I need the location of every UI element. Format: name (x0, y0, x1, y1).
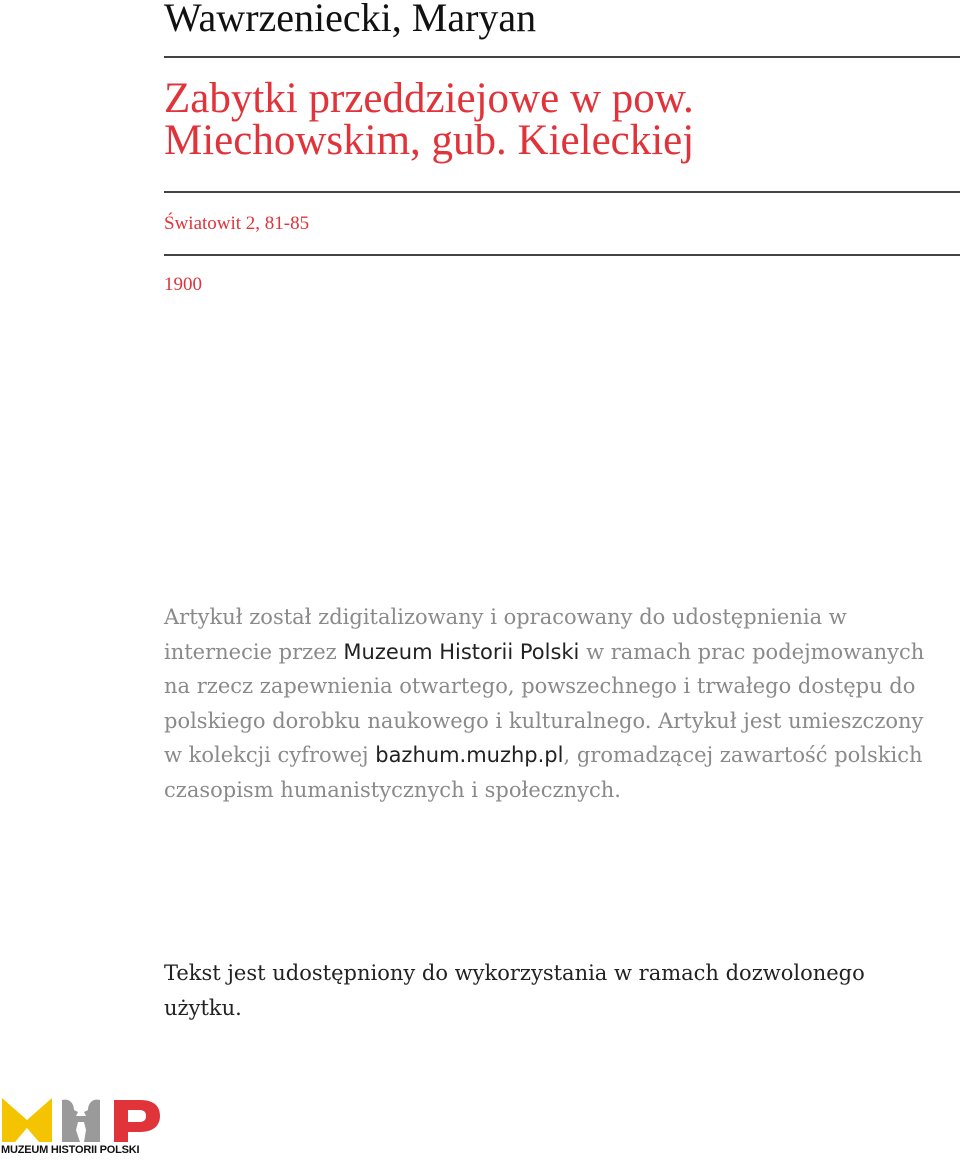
logo-m-mark (2, 1098, 52, 1142)
article-title: Zabytki przeddziejowe w pow. Miechowskim, gub. Kieleckiej (164, 75, 695, 164)
logo-caption: MUZEUM HISTORII POLSKI (1, 1144, 140, 1156)
digitization-text: w ramach prac podejmowanych na rzecz zapewnienia otwartego, powszechnego i trwałego dostępu do polskiego dorobku naukowego i kulturalnego. Artykuł jest umieszczony w kolekcji cyfrowej (164, 639, 925, 767)
divider (164, 56, 960, 58)
author-name: Wawrzeniecki, Maryan (164, 0, 537, 40)
digitization-text: , gromadzącej zawartość polskich czasopism humanistycznych i społecznych. (164, 743, 923, 802)
source-citation: Światowit 2, 81-85 (164, 213, 310, 234)
museum-link[interactable]: Muzeum Historii Polski (343, 639, 580, 664)
license-note: Tekst jest udostępniony do wykorzystania w ramach dozwolonego użytku. (164, 961, 865, 1020)
digitization-note (164, 600, 944, 807)
publication-year: 1900 (164, 274, 202, 295)
bazhum-link[interactable]: bazhum.muzhp.pl (375, 743, 564, 767)
logo-p-mark (114, 1100, 160, 1142)
digitization-text: Artykuł został zdigitalizowany i opracowany do udostępnienia w internecie przez (164, 605, 847, 664)
divider (164, 254, 960, 256)
divider (164, 191, 960, 193)
logo-h-mark (62, 1100, 100, 1142)
